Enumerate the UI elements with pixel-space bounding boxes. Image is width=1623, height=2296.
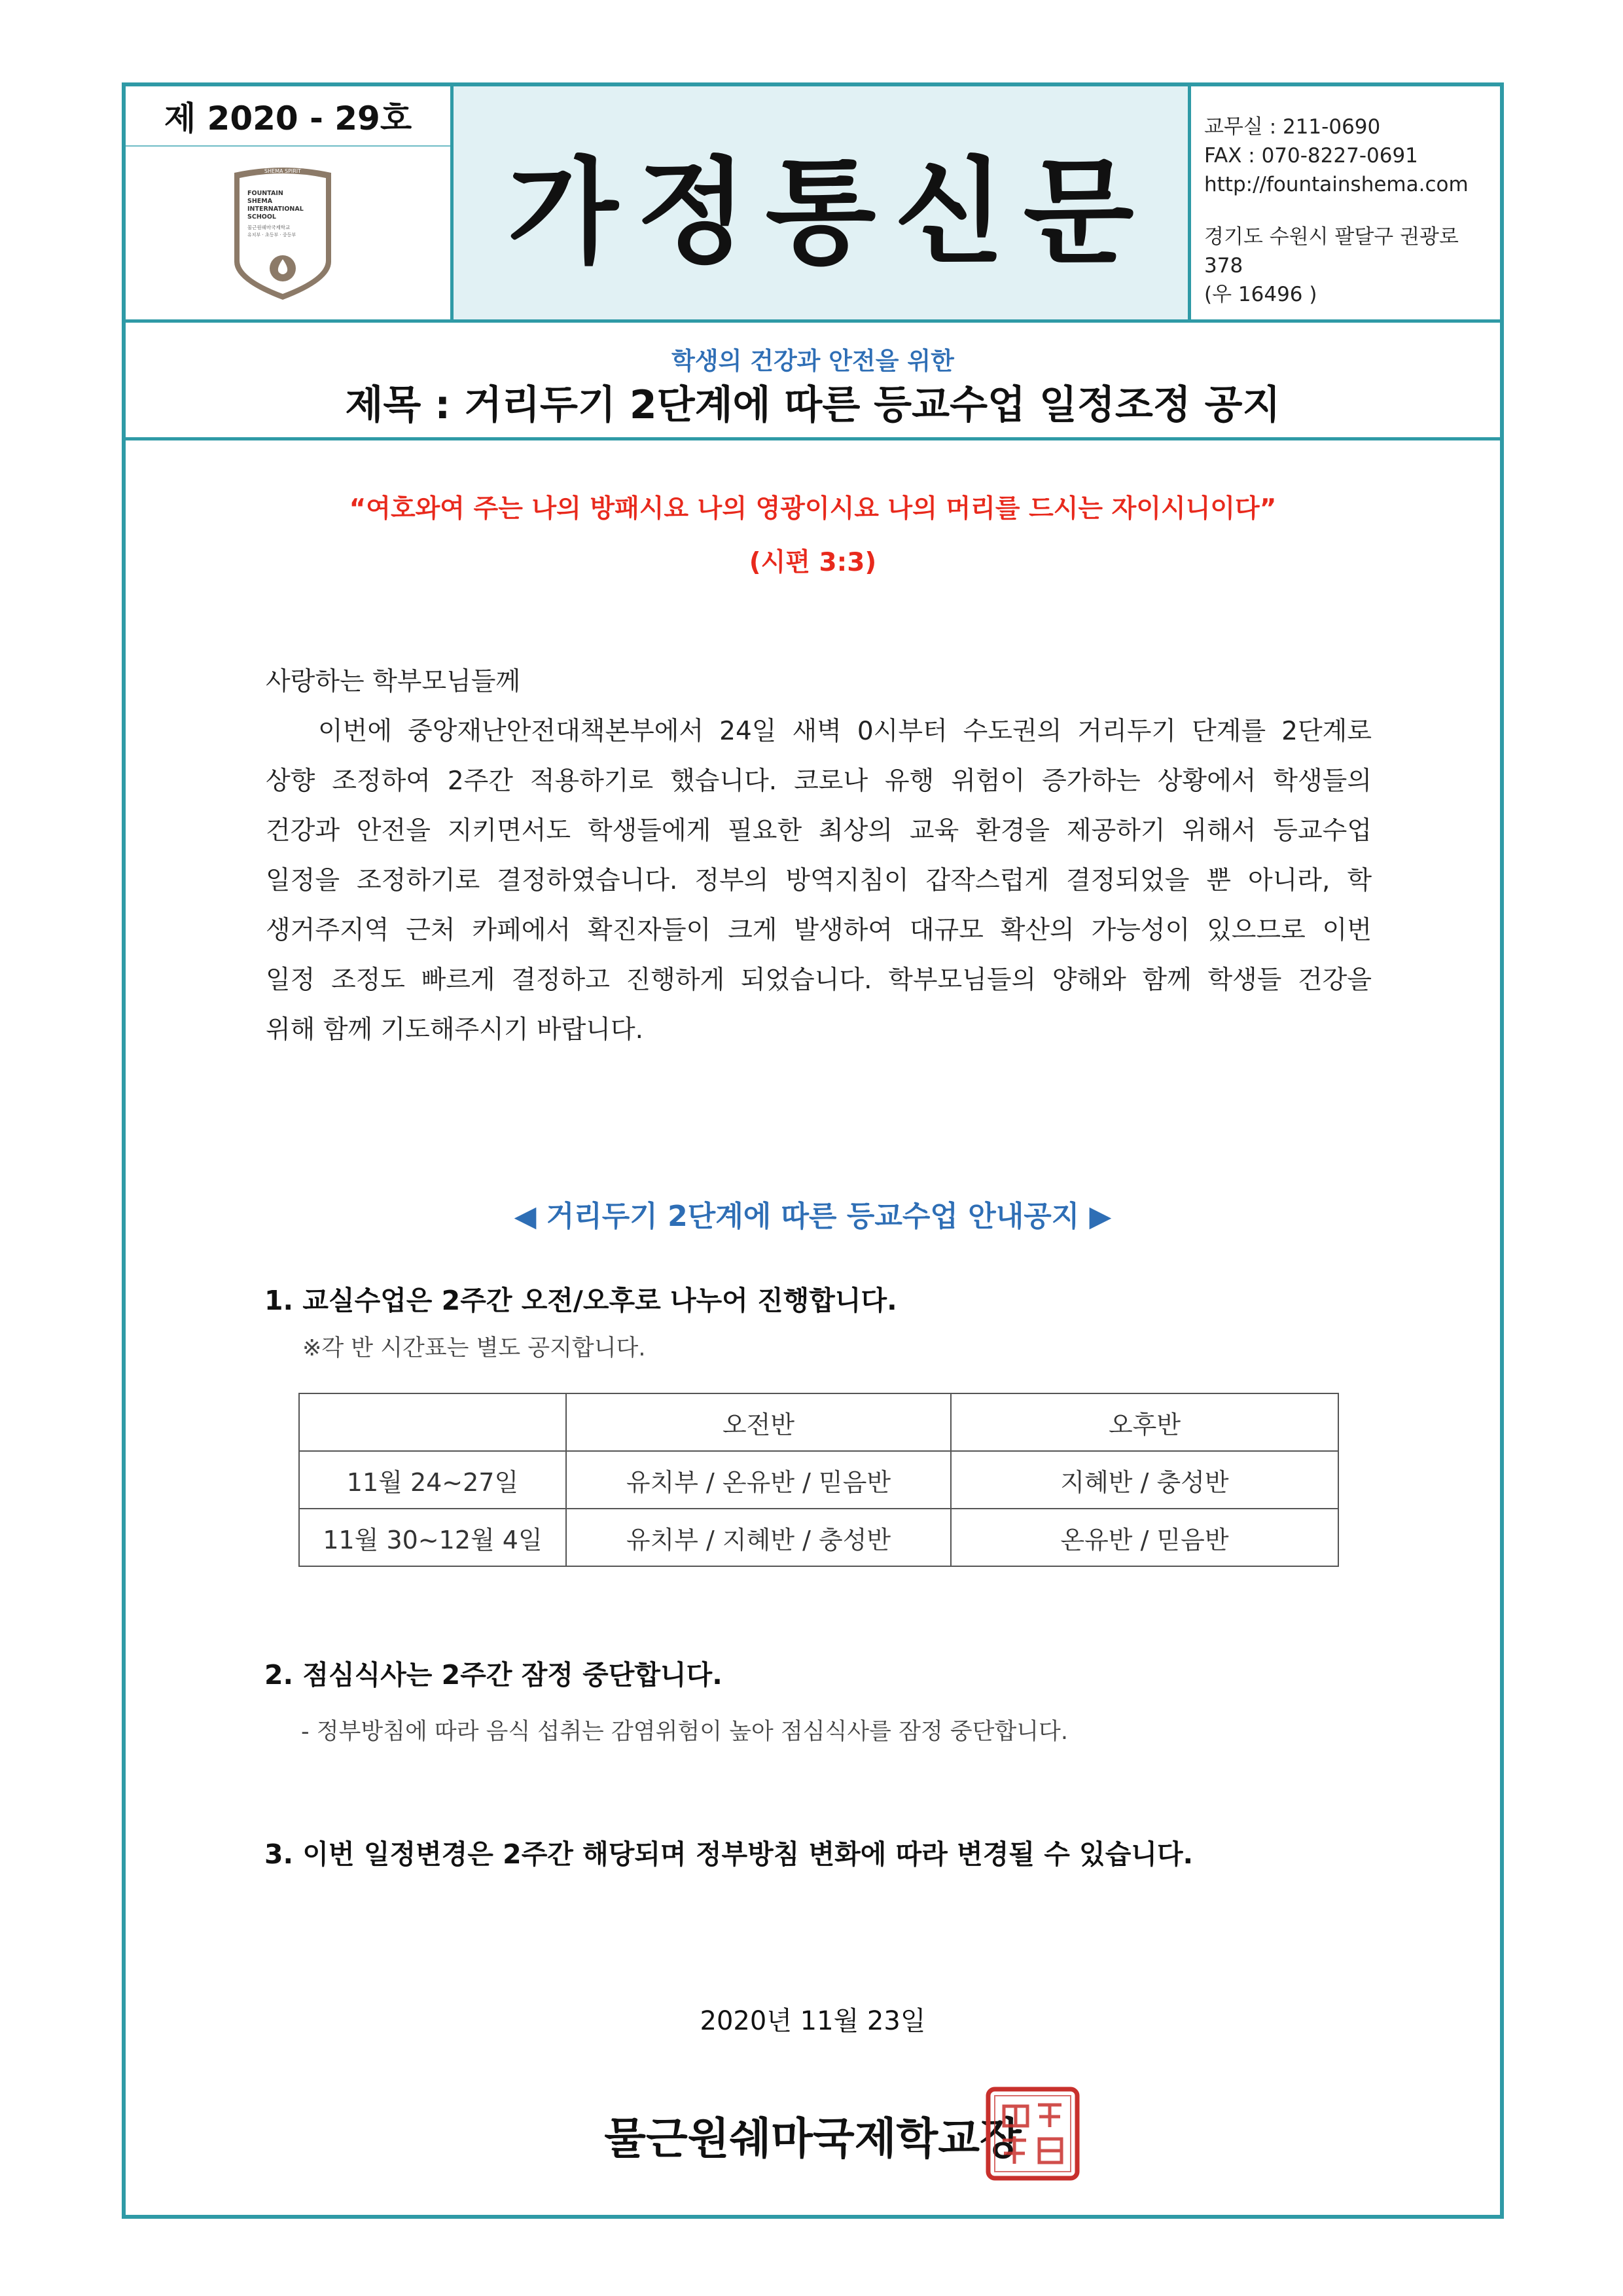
table-header-row bbox=[299, 1393, 1338, 1451]
letter-line: 위해 함께 기도해주시기 바랍니다. bbox=[266, 1015, 644, 1045]
table-cell: 유치부 / 지혜반 / 충성반 bbox=[566, 1509, 951, 1566]
svg-text:FOUNTAIN: FOUNTAIN bbox=[247, 190, 283, 197]
svg-text:INTERNATIONAL: INTERNATIONAL bbox=[247, 206, 304, 213]
letter-line: 생거주지역 근처 카페에서 확진자들이 크게 발생하여 대규모 확산의 가능성이 있으므로 이번 bbox=[266, 916, 1372, 945]
letter-line: 일정을 조정하기로 결정하였습니다. 정부의 방역지침이 갑작스럽게 결정되었을 뿐 아니라, 학 bbox=[266, 866, 1372, 895]
header-left bbox=[126, 86, 454, 319]
notice-item-3: 3. 이번 일정변경은 2주간 해당되며 정부방침 변화에 따라 변경될 수 있습니다. bbox=[264, 1839, 1194, 1870]
notice-heading: ◀ 거리두기 2단계에 따른 등교수업 안내공지 ▶ bbox=[514, 1200, 1112, 1233]
letter-line: 일정 조정도 빠르게 결정하고 진행하게 되었습니다. 학부모님들의 양해와 함께 학생들 건강을 bbox=[266, 965, 1372, 995]
subject-block bbox=[126, 323, 1500, 440]
letter-line: 건강과 안전을 지키면서도 학생들에게 필요한 최상의 교육 환경을 제공하기 위해서 등교수업 bbox=[266, 816, 1372, 846]
table-cell: 지혜반 / 충성반 bbox=[951, 1451, 1338, 1509]
title-block bbox=[454, 86, 1191, 319]
fax-number: FAX : 070-8227-0691 bbox=[1204, 144, 1418, 168]
table-header-cell bbox=[299, 1393, 566, 1451]
school-logo bbox=[230, 164, 335, 302]
notice-item-1-note: ※각 반 시간표는 별도 공지합니다. bbox=[302, 1335, 646, 1361]
letter-body bbox=[266, 657, 1372, 1055]
office-phone: 교무실 : 211-0690 bbox=[1204, 115, 1381, 139]
table-cell: 유치부 / 온유반 / 믿음반 bbox=[566, 1451, 951, 1509]
table-header-cell: 오후반 bbox=[951, 1393, 1338, 1451]
header bbox=[126, 86, 1500, 323]
verse-reference: (시편 3:3) bbox=[749, 548, 877, 577]
issue-date: 2020년 11월 23일 bbox=[700, 2006, 926, 2036]
contact-info bbox=[1191, 86, 1500, 319]
salutation: 사랑하는 학부모님들께 bbox=[266, 667, 521, 696]
svg-text:물근원쉐마국제학교: 물근원쉐마국제학교 bbox=[247, 224, 291, 230]
subject-pretitle: 학생의 건강과 안전을 위한 bbox=[671, 347, 954, 375]
bible-verse: “여호와여 주는 나의 방패시요 나의 영광이시요 나의 머리를 드시는 자이시니이다” bbox=[349, 494, 1277, 524]
table-cell: 11월 30~12월 4일 bbox=[299, 1509, 566, 1566]
page-frame bbox=[122, 82, 1504, 2219]
letter-line: 상향 조정하여 2주간 적용하기로 했습니다. 코로나 유행 위험이 증가하는 상황에서 학생들의 bbox=[266, 766, 1372, 796]
subject-title: 제목 : 거리두기 2단계에 따른 등교수업 일정조정 공지 bbox=[345, 382, 1281, 428]
newsletter-title: 가정통신문 bbox=[507, 146, 1152, 279]
table-cell: 11월 24~27일 bbox=[299, 1451, 566, 1509]
principal-signature: 물근원쉐마국제학교장 bbox=[604, 2113, 1022, 2164]
table-row bbox=[299, 1509, 1338, 1566]
notice-item-1: 1. 교실수업은 2주간 오전/오후로 나누어 진행합니다. bbox=[264, 1285, 897, 1316]
svg-text:SHEMA SPIRIT: SHEMA SPIRIT bbox=[264, 168, 302, 174]
postal-code: (우 16496 ) bbox=[1204, 283, 1317, 306]
issue-number: 제 2020 - 29호 bbox=[126, 86, 450, 147]
address: 경기도 수원시 팔달구 권광로 378 bbox=[1204, 225, 1459, 278]
schedule-table bbox=[298, 1393, 1339, 1567]
table-row bbox=[299, 1451, 1338, 1509]
table-cell: 온유반 / 믿음반 bbox=[951, 1509, 1338, 1566]
website: http://fountainshema.com bbox=[1204, 173, 1469, 196]
official-seal-stamp bbox=[984, 2085, 1081, 2182]
svg-text:SCHOOL: SCHOOL bbox=[247, 213, 276, 221]
letter-line: 이번에 중앙재난안전대책본부에서 24일 새벽 0시부터 수도권의 거리두기 단계를 2단계로 bbox=[318, 717, 1372, 746]
svg-text:SHEMA: SHEMA bbox=[247, 198, 273, 205]
notice-item-2: 2. 점심식사는 2주간 잠정 중단합니다. bbox=[264, 1659, 722, 1691]
table-header-cell: 오전반 bbox=[566, 1393, 951, 1451]
svg-text:유치부 · 초등부 · 중등부: 유치부 · 초등부 · 중등부 bbox=[247, 232, 296, 238]
notice-item-2-note: - 정부방침에 따라 음식 섭취는 감염위험이 높아 점심식사를 잠정 중단합니다. bbox=[301, 1719, 1068, 1745]
